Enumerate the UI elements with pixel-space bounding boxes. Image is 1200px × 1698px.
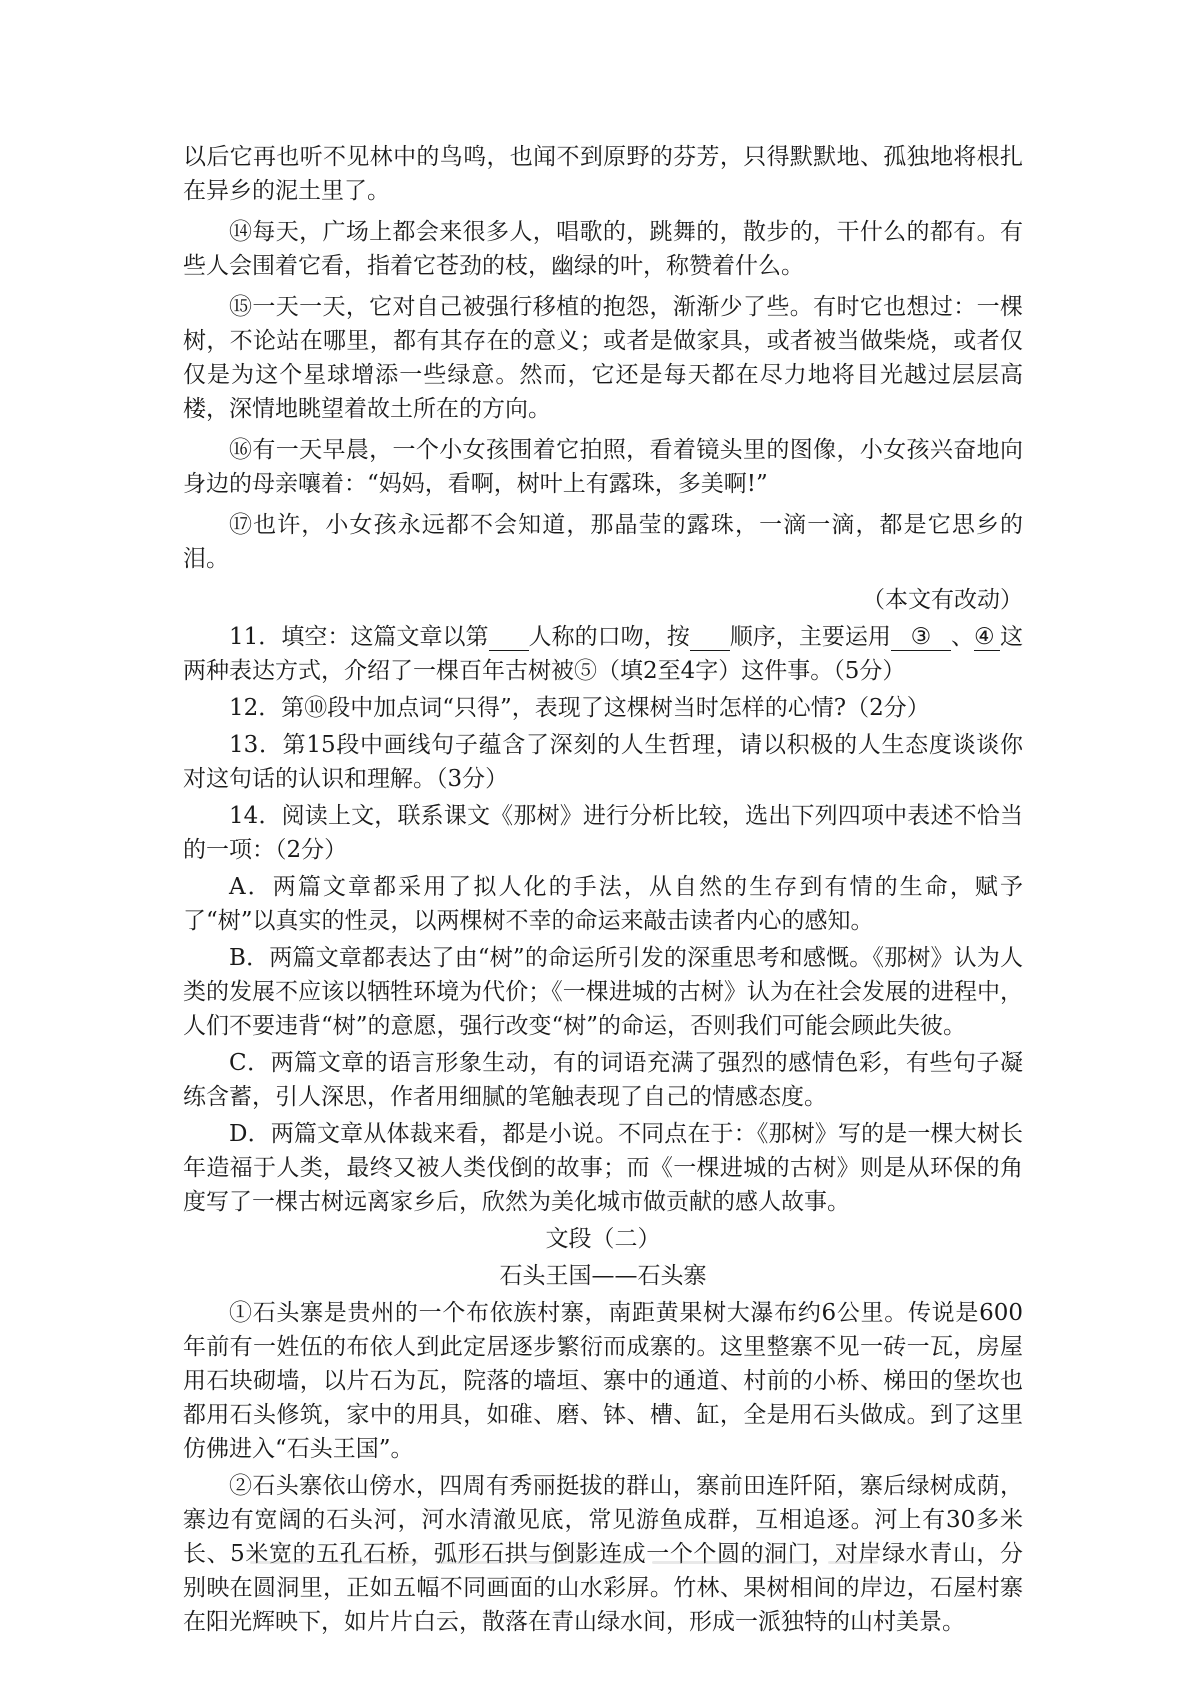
option-a: A．两篇文章都采用了拟人化的手法，从自然的生存到有情的生命，赋予了“树”以真实的性灵，以两棵树不幸的命运来敲击读者内心的感知。 bbox=[183, 874, 1023, 934]
answer-blank-1 bbox=[489, 624, 529, 651]
paragraph-15 bbox=[183, 290, 1023, 426]
question-text: 顺序，主要运用 bbox=[729, 624, 891, 650]
answer-blank-2 bbox=[690, 624, 730, 651]
section-heading: 文段（二） bbox=[545, 1226, 661, 1252]
paragraph-number: ⑯ bbox=[229, 437, 252, 463]
question-13: 13．第15段中画线句子蕴含了深刻的人生哲理，请以积极的人生态度谈谈你对这句话的认识和理解。（3分） bbox=[183, 732, 1023, 792]
paragraph-number: ⑰ bbox=[229, 512, 252, 538]
paragraph-14 bbox=[183, 215, 1023, 283]
article-title: 石头王国——石头寨 bbox=[499, 1263, 707, 1289]
paragraph-text: 也许，小女孩永远都不会知道，那晶莹的露珠，一滴一滴，都是它思乡的泪。 bbox=[183, 512, 1023, 572]
paragraph-number: ⑭ bbox=[229, 219, 252, 245]
paragraph-text: 每天，广场上都会来很多人，唱歌的，跳舞的，散步的，干什么的都有。有些人会围着它看，指着它苍劲的枝，幽绿的叶，称赞着什么。 bbox=[183, 219, 1023, 279]
question-text: 11．填空：这篇文章以第 bbox=[229, 624, 489, 650]
paragraph-17 bbox=[183, 508, 1023, 576]
option-d: D．两篇文章从体裁来看，都是小说。不同点在于：《那树》写的是一棵大树长年造福于人类，最终又被人类伐倒的故事；而《一棵进城的古树》则是从环保的角度写了一棵古树远离家乡后，欣然为美化城市做贡献的感人故事。 bbox=[183, 1121, 1023, 1215]
question-14: 14．阅读上文，联系课文《那树》进行分析比较，选出下列四项中表述不恰当的一项：（2分） bbox=[183, 803, 1023, 863]
option-c: C．两篇文章的语言形象生动，有的词语充满了强烈的感情色彩，有些句子凝练含蓄，引人深思，作者用细腻的笔触表现了自己的情感态度。 bbox=[183, 1050, 1023, 1110]
question-text: 这两种表达方式，介绍了一棵百年古树被⑤（填2至4字）这件事。（5分） bbox=[183, 624, 1024, 684]
paragraph-text: 以后它再也听不见林中的鸟鸣，也闻不到原野的芬芳，只得默默地、孤独地将根扎在异乡的泥土里了。 bbox=[183, 144, 1023, 204]
paragraph-number: ⑮ bbox=[229, 294, 252, 320]
option-b: B．两篇文章都表达了由“树”的命运所引发的深重思考和感慨。《那树》认为人类的发展不应该以牺牲环境为代价；《一棵进城的古树》认为在社会发展的进程中，人们不要违背“树”的意愿，强行改变“树”的命运，否则我们可能会顾此失彼。 bbox=[183, 945, 1023, 1039]
answer-blank-3: ③ bbox=[891, 624, 951, 651]
document-page bbox=[183, 140, 1023, 1642]
faint-footer-marks bbox=[250, 1555, 900, 1569]
answer-blank-4: ④ bbox=[974, 624, 1000, 651]
question-12: 12．第⑩段中加点词“只得”，表现了这棵树当时怎样的心情?（2分） bbox=[229, 695, 930, 721]
question-11 bbox=[183, 620, 1023, 688]
paragraph-text: 一天一天，它对自己被强行移植的抱怨，渐渐少了些。有时它也想过：一棵树，不论站在哪里，都有其存在的意义；或者是做家具，或者被当做柴烧，或者仅仅是为这个星球增添一些绿意。然而，它还是每天都在尽力地将目光越过层层高楼，深情地眺望着故土所在的方向。 bbox=[183, 294, 1023, 422]
passage2-paragraph-2: ②石头寨依山傍水，四周有秀丽挺拔的群山，寨前田连阡陌，寨后绿树成荫，寨边有宽阔的石头河，河水清澈见底，常见游鱼成群，互相追逐。河上有30多米长、5米宽的五孔石桥，弧形石拱与倒影连成一个个圆的洞门，对岸绿水青山，分别映在圆洞里，正如五幅不同画面的山水彩屏。竹林、果树相间的岸边，石屋村寨在阳光辉映下，如片片白云，散落在青山绿水间，形成一派独特的山村美景。 bbox=[183, 1473, 1023, 1635]
question-text: 、 bbox=[950, 624, 974, 650]
question-text: 人称的口吻，按 bbox=[528, 624, 690, 650]
paragraph-13-continued bbox=[183, 140, 1023, 208]
passage2-paragraph-1: ①石头寨是贵州的一个布依族村寨，南距黄果树大瀑布约6公里。传说是600年前有一姓伍的布依人到此定居逐步繁衍而成寨的。这里整寨不见一砖一瓦，房屋用石块砌墙，以片石为瓦，院落的墙垣、寨中的通道、村前的小桥、梯田的堡坎也都用石头修筑，家中的用具，如碓、磨、钵、槽、缸，全是用石头做成。到了这里仿佛进入“石头王国”。 bbox=[183, 1300, 1023, 1462]
paragraph-text: 有一天早晨，一个小女孩围着它拍照，看着镜头里的图像，小女孩兴奋地向身边的母亲嚷着：“妈妈，看啊，树叶上有露珠，多美啊!” bbox=[183, 437, 1023, 497]
paragraph-16 bbox=[183, 433, 1023, 501]
adaptation-note: （本文有改动） bbox=[862, 587, 1023, 613]
